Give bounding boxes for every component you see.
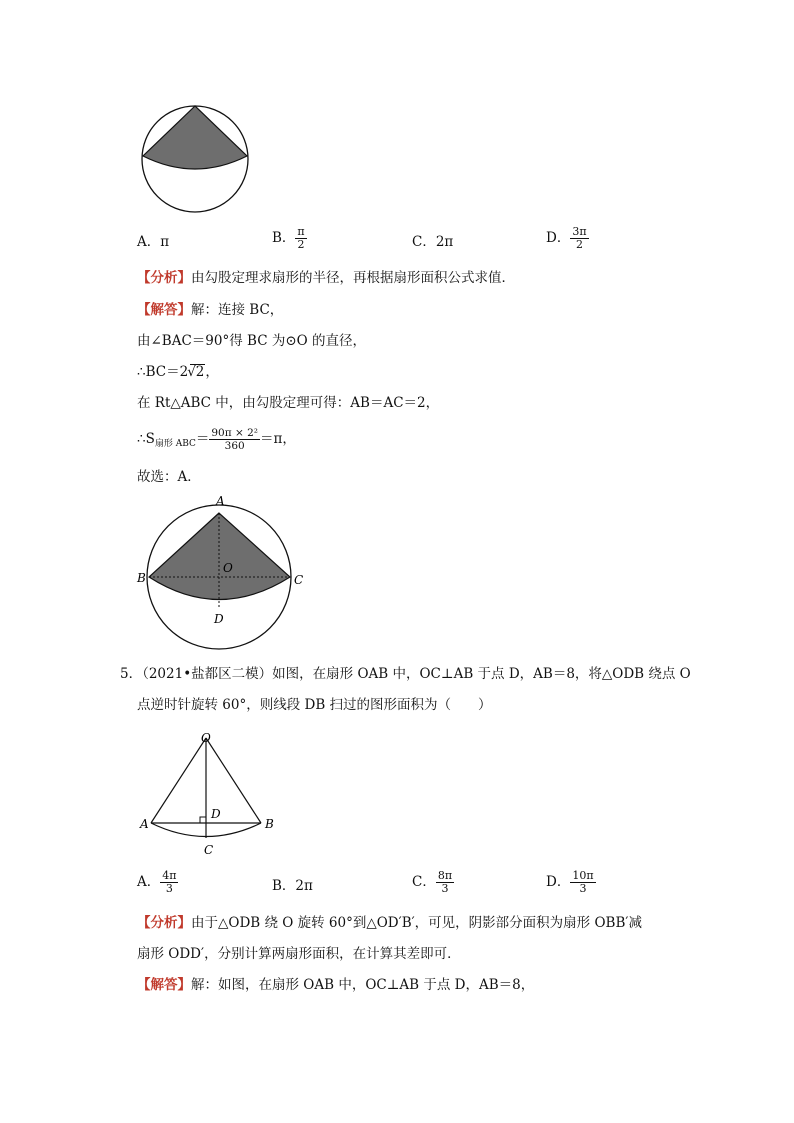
q5-solution: 【解答】解：如图，在扇形 OAB 中，OC⊥AB 于点 D，AB＝8， [137,977,535,993]
q5-analysis-line2: 扇形 ODD′，分别计算两扇形面积，在计算其差即可． [137,946,461,962]
q5-option-c: C． $\frac{8\pi}{3}$ [412,869,453,895]
q4-solution-line1: 由∠BAC＝90°得 BC 为⊙O 的直径， [137,333,366,349]
fig3-label-o: O [201,731,211,745]
q4-top-figure [138,102,252,216]
q4-solution-line2: ∴BC＝2√2， [137,364,219,380]
q5-stem-line2: 点逆时针旋转 60°，则线段 DB 扫过的图形面积为（ ） [137,697,492,713]
q5-option-d: D． $\frac{10\pi}{3}$ [546,869,594,895]
q5-figure [138,728,278,858]
q4-option-c: C．2π [412,234,454,250]
q4-option-b: B． $\frac{\pi}{2}$ [272,225,305,251]
fig3-label-b: B [265,817,274,831]
fig2-label-d: D [214,612,224,626]
q4-solution-intro: 【解答】解：连接 BC， [137,302,284,318]
fig2-label-o: O [223,561,233,575]
fig2-label-a: A [216,494,225,508]
q4-option-d: D． $\frac{3\pi}{2}$ [546,225,587,251]
fig2-label-b: B [137,571,146,585]
q4-option-a: A．π [137,234,170,250]
fig3-label-c: C [204,843,214,857]
q5-option-b: B．2π [272,878,313,894]
q4-solution-answer: 故选：A． [137,469,201,485]
fig2-label-c: C [294,573,304,587]
q4-solution-line3: 在 Rt△ABC 中，由勾股定理可得：AB＝AC＝2， [137,395,440,411]
fig3-label-d: D [211,807,221,821]
q5-option-a: A． $\frac{4\pi}{3}$ [137,869,177,895]
q4-analysis: 【分析】由勾股定理求扇形的半径，再根据扇形面积公式求值． [137,270,515,286]
q5-stem-line1: 5．（2021•盐都区二模）如图，在扇形 OAB 中，OC⊥AB 于点 D，AB＝8，将△ODB 绕点 O [120,666,691,682]
q4-solution-figure [136,492,312,654]
fig3-label-a: A [140,817,149,831]
q5-analysis-line1: 【分析】由于△ODB 绕 O 旋转 60°到△OD′B′，可见，阴影部分面积为扇形 OBB′减 [137,915,642,931]
q4-solution-line4: $\therefore S_{扇形 ABC}=$ $\frac{\text{90π × 2²}}{360}$ ＝π， [137,427,296,452]
